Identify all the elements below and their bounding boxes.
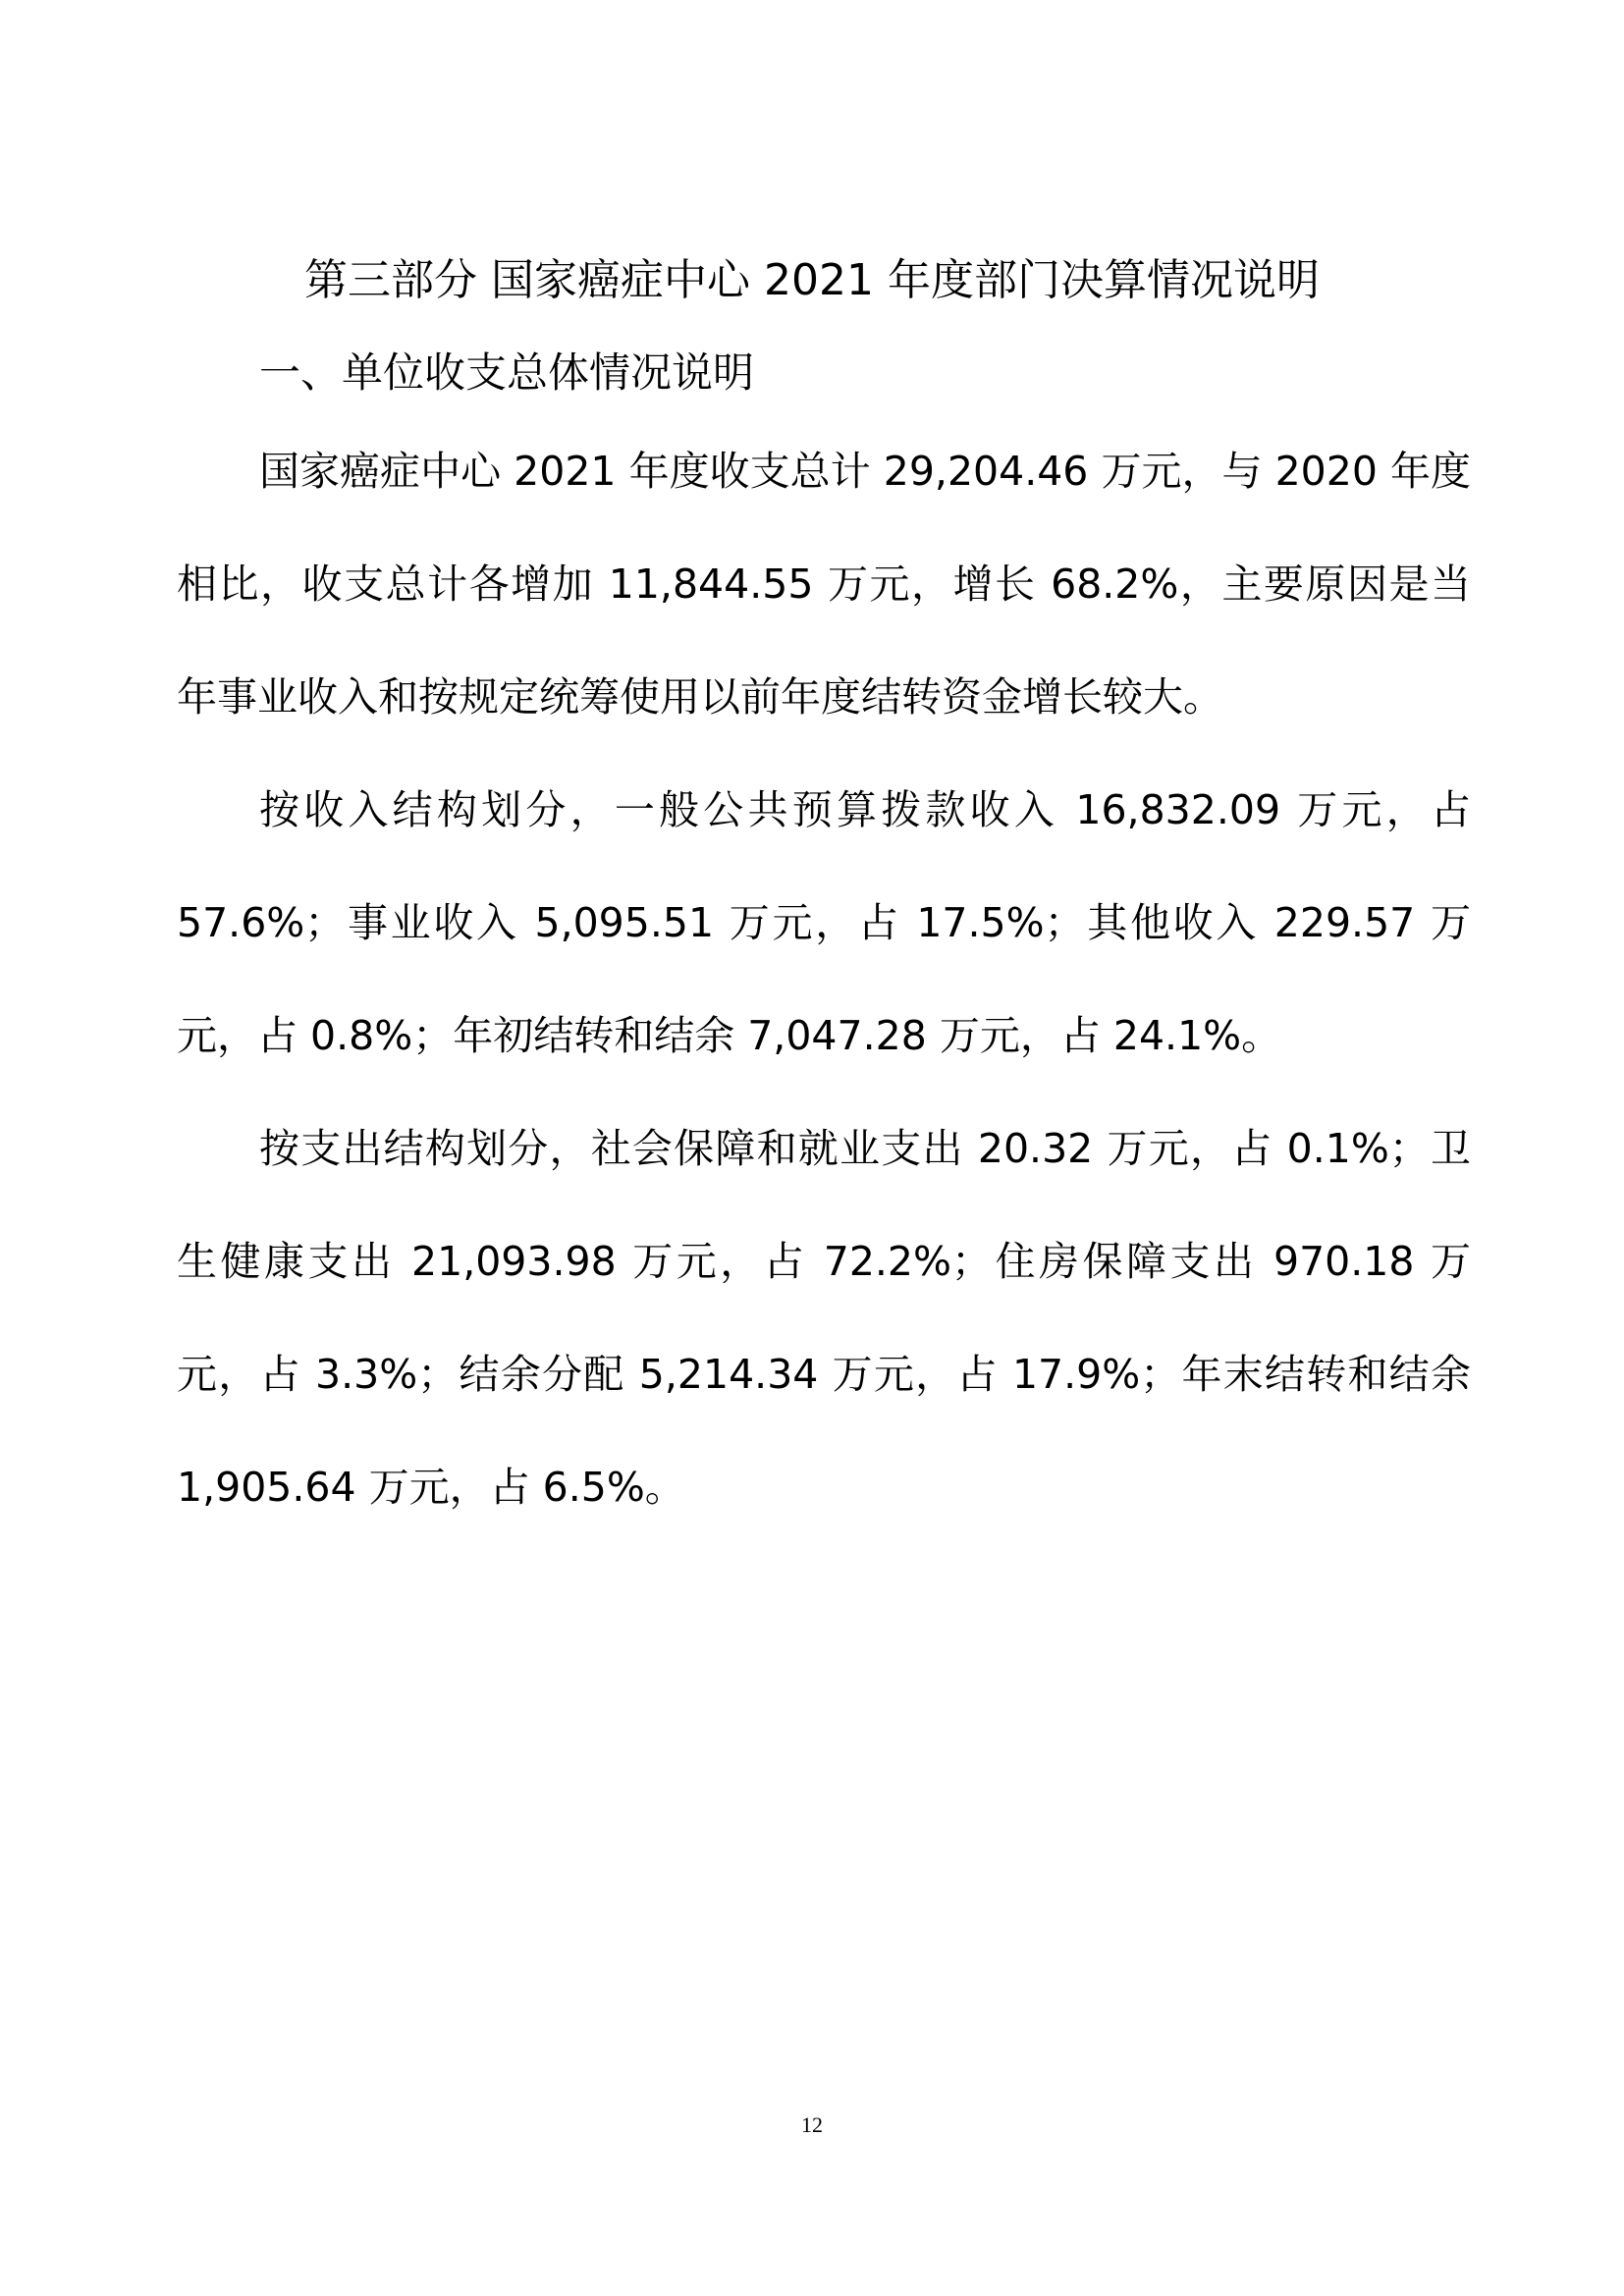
section-heading: 一、单位收支总体情况说明 [259, 348, 755, 397]
paragraph-income-structure: 按收入结构划分，一般公共预算拨款收入 16,832.09 万元，占 57.6%；事业收入 5,095.51 万元，占 17.5%；其他收入 229.57 万元，占 0.8%；年初结转和结余 7,047.28 万元，占 24.1%。 [177, 786, 1471, 1059]
page-number: 12 [801, 2112, 823, 2137]
paragraph-expenditure-structure: 按支出结构划分，社会保障和就业支出 20.32 万元，占 0.1%；卫生健康支出 21,093.98 万元，占 72.2%；住房保障支出 970.18 万元，占 3.3%；结余分配 5,214.34 万元，占 17.9%；年末结转和结余 1,905.64 万元，占 6.5%。 [177, 1125, 1471, 1511]
document-title: 第三部分 国家癌症中心 2021 年度部门决算情况说明 [304, 255, 1320, 305]
paragraph-total-income-expenditure: 国家癌症中心 2021 年度收支总计 29,204.46 万元，与 2020 年度相比，收支总计各增加 11,844.55 万元，增长 68.2%，主要原因是当年事业收入和按规定统筹使用以前年度结转资金增长较大。 [177, 448, 1471, 721]
